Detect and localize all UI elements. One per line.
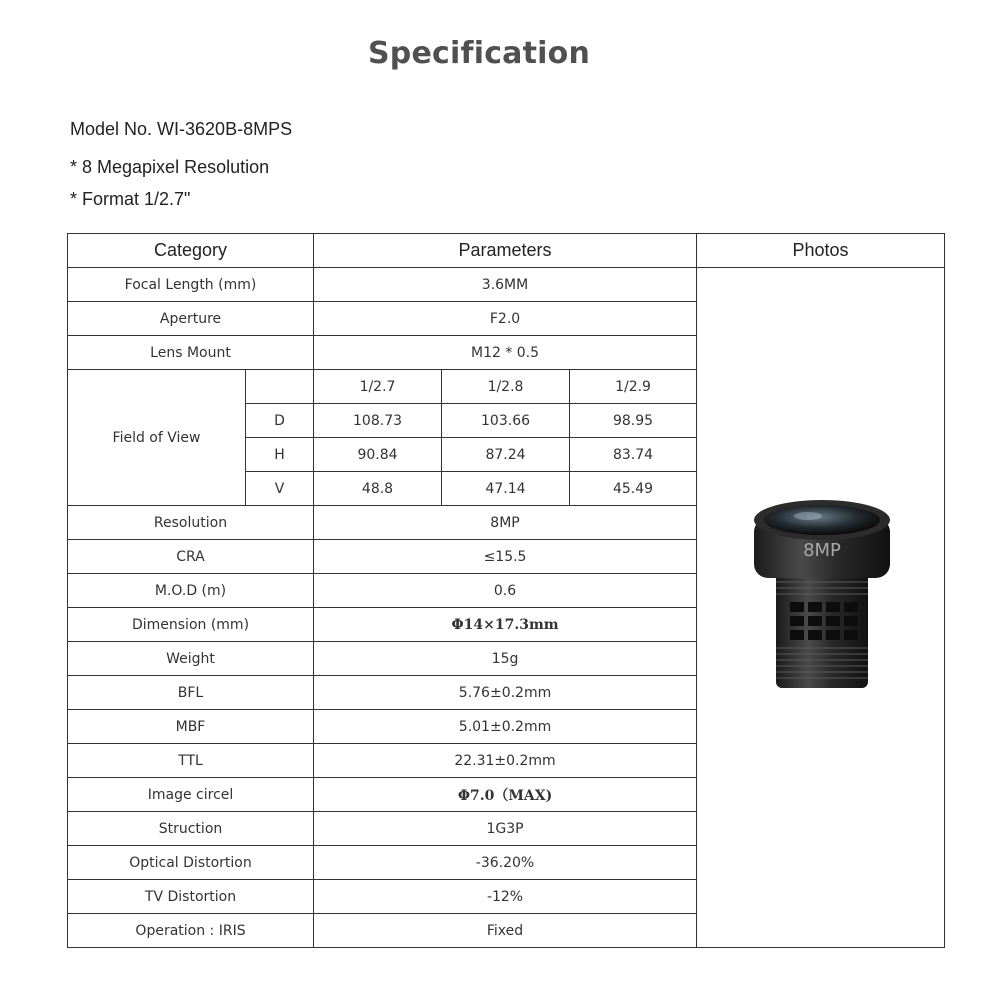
- row-value: 5.01±0.2mm: [314, 710, 697, 744]
- row-value: -36.20%: [314, 846, 697, 880]
- row-value: Φ7.0（MAX): [314, 778, 697, 812]
- row-value: 8MP: [314, 506, 697, 540]
- table-header-row: [68, 234, 945, 268]
- row-label: M.O.D (m): [68, 574, 314, 608]
- row-label: Focal Length (mm): [68, 268, 314, 302]
- feature-format: * Format 1/2.7": [70, 189, 191, 209]
- row-value: 22.31±0.2mm: [314, 744, 697, 778]
- header-parameters: Parameters: [314, 234, 697, 268]
- row-label: Dimension (mm): [68, 608, 314, 642]
- fov-value: 98.95: [570, 404, 697, 438]
- row-value: -12%: [314, 880, 697, 914]
- row-value: F2.0: [314, 302, 697, 336]
- row-value: M12 * 0.5: [314, 336, 697, 370]
- fov-axis: D: [246, 404, 314, 438]
- fov-value: 48.8: [314, 472, 442, 506]
- lens-photo: [698, 498, 944, 718]
- row-value: ≤15.5: [314, 540, 697, 574]
- fov-value: 103.66: [442, 404, 570, 438]
- row-label: TTL: [68, 744, 314, 778]
- row-value: 3.6MM: [314, 268, 697, 302]
- row-label: Aperture: [68, 302, 314, 336]
- fov-value: 90.84: [314, 438, 442, 472]
- fov-format: 1/2.9: [570, 370, 697, 404]
- lens-marking: 8MP: [802, 539, 841, 561]
- fov-value: 83.74: [570, 438, 697, 472]
- table-row: [68, 268, 945, 302]
- fov-format: 1/2.8: [442, 370, 570, 404]
- fov-value: 47.14: [442, 472, 570, 506]
- row-value: Φ14×17.3mm: [314, 608, 697, 642]
- page-title: Specification: [367, 36, 591, 71]
- fov-format: 1/2.7: [314, 370, 442, 404]
- header-photos: Photos: [697, 234, 945, 268]
- row-label: BFL: [68, 676, 314, 710]
- row-value: 15g: [314, 642, 697, 676]
- photo-cell: [697, 268, 945, 948]
- row-label: Resolution: [68, 506, 314, 540]
- row-value: Fixed: [314, 914, 697, 948]
- fov-label: Field of View: [68, 370, 246, 506]
- spec-table: [67, 233, 945, 948]
- row-value: 5.76±0.2mm: [314, 676, 697, 710]
- row-label: Image circel: [68, 778, 314, 812]
- row-label: Operation : IRIS: [68, 914, 314, 948]
- feature-resolution: * 8 Megapixel Resolution: [70, 157, 270, 177]
- row-label: CRA: [68, 540, 314, 574]
- row-label: Weight: [68, 642, 314, 676]
- fov-axis: V: [246, 472, 314, 506]
- fov-value: 87.24: [442, 438, 570, 472]
- row-value: 0.6: [314, 574, 697, 608]
- fov-axis: H: [246, 438, 314, 472]
- row-label: TV Distortion: [68, 880, 314, 914]
- header-category: Category: [68, 234, 314, 268]
- row-value: 1G3P: [314, 812, 697, 846]
- row-label: Optical Distortion: [68, 846, 314, 880]
- row-label: Struction: [68, 812, 314, 846]
- fov-value: 45.49: [570, 472, 697, 506]
- fov-axis-empty: [246, 370, 314, 404]
- model-number: Model No. WI-3620B-8MPS: [70, 119, 293, 139]
- fov-value: 108.73: [314, 404, 442, 438]
- lens-image: [746, 498, 896, 698]
- row-label: Lens Mount: [68, 336, 314, 370]
- row-label: MBF: [68, 710, 314, 744]
